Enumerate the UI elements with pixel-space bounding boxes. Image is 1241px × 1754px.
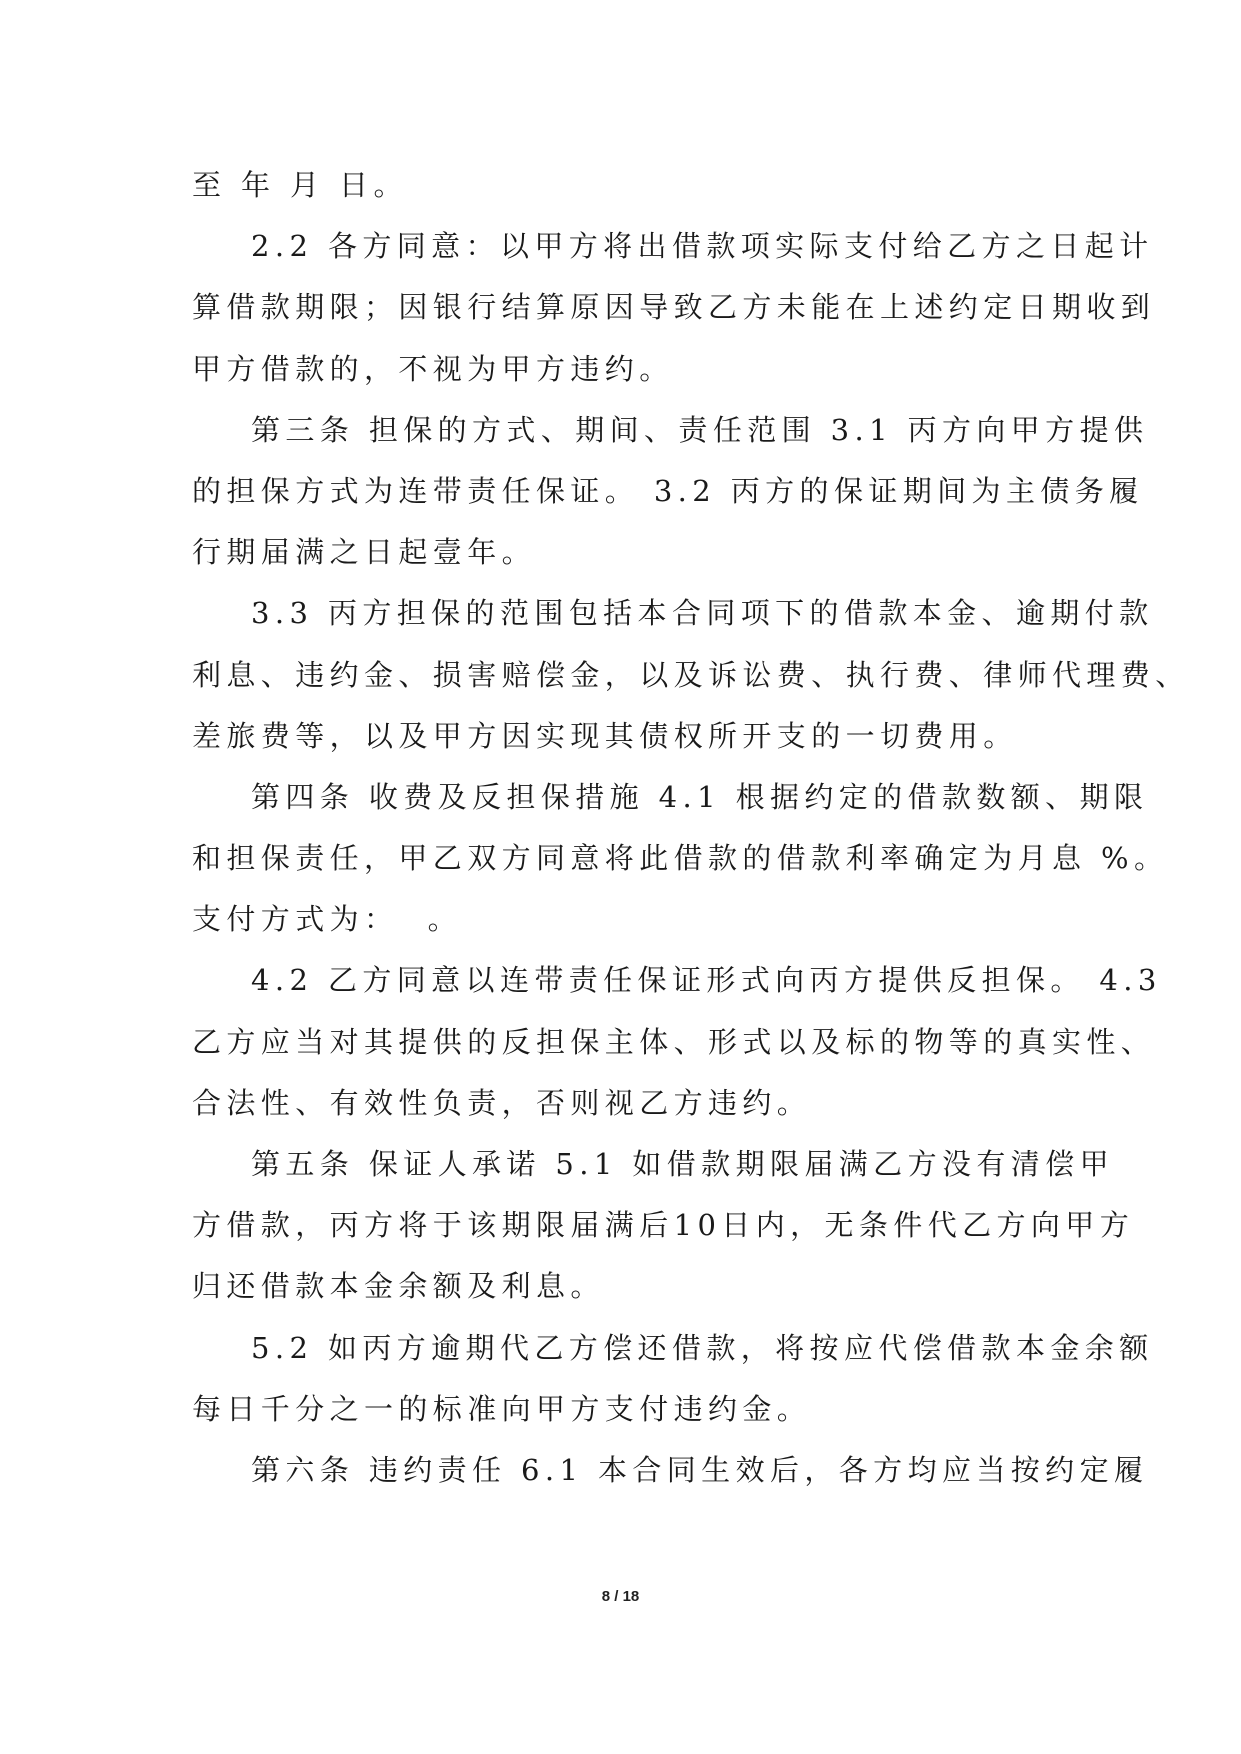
text-line: 5.2 如丙方逾期代乙方偿还借款，将按应代偿借款本金余额: [251, 1330, 1154, 1365]
text-line: 甲方借款的，不视为甲方违约。: [192, 351, 674, 386]
contract-body-text: [192, 155, 1190, 1501]
text-line: 算借款期限；因银行结算原因导致乙方未能在上述约定日期收到: [192, 290, 1156, 325]
text-line: 第四条 收费及反担保措施 4.1 根据约定的借款数额、期限: [251, 779, 1149, 814]
text-line: 和担保责任，甲乙双方同意将此借款的借款利率确定为月息 %。: [192, 841, 1169, 876]
text-line: 第六条 违约责任 6.1 本合同生效后，各方均应当按约定履: [251, 1452, 1149, 1487]
text-line: 方借款，丙方将于该期限届满后10日内，无条件代乙方向甲方: [192, 1208, 1135, 1243]
text-line: 每日千分之一的标准向甲方支付违约金。: [192, 1391, 812, 1426]
text-line: 第五条 保证人承诺 5.1 如借款期限届满乙方没有清偿甲: [251, 1147, 1114, 1181]
text-line: 4.2 乙方同意以连带责任保证形式向丙方提供反担保。 4.3: [251, 963, 1162, 998]
text-line: 3.3 丙方担保的范围包括本合同项下的借款本金、逾期付款: [251, 596, 1154, 631]
text-line: 至 年 月 日。: [192, 168, 408, 202]
text-line: 行期届满之日起壹年。: [192, 535, 537, 570]
text-line: 2.2 各方同意：以甲方将出借款项实际支付给乙方之日起计: [251, 229, 1154, 264]
text-line: 第三条 担保的方式、期间、责任范围 3.1 丙方向甲方提供: [251, 412, 1149, 447]
text-line: 利息、违约金、损害赔偿金，以及诉讼费、执行费、律师代理费、: [192, 657, 1190, 692]
text-line: 合法性、有效性负责，否则视乙方违约。: [192, 1085, 812, 1120]
text-line: 的担保方式为连带责任保证。 3.2 丙方的保证期间为主债务履: [192, 473, 1144, 508]
text-line: 归还借款本金余额及利息。: [192, 1269, 605, 1304]
text-line: 差旅费等，以及甲方因实现其债权所开支的一切费用。: [192, 718, 1018, 753]
text-line: 乙方应当对其提供的反担保主体、形式以及标的物等的真实性、: [192, 1024, 1156, 1059]
text-line: 支付方式为： 。: [192, 902, 463, 937]
page-number: 8 / 18: [601, 1588, 640, 1605]
